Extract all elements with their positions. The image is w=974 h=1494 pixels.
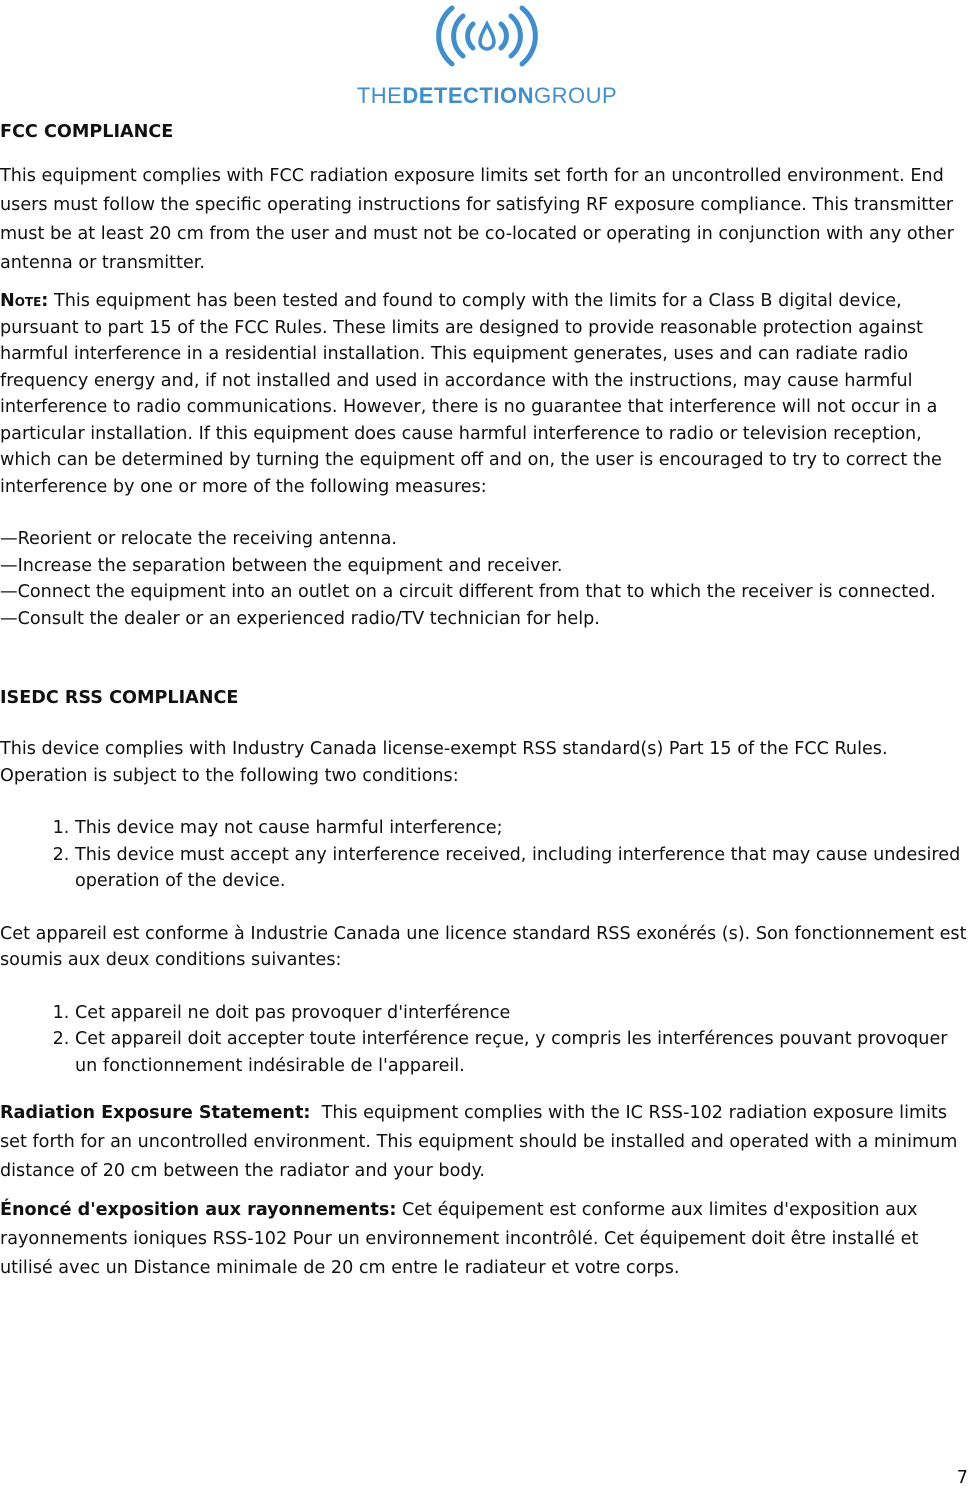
list-item: —Increase the separation between the equipment and receiver. xyxy=(0,555,563,576)
list-item: 1. Cet appareil ne doit pas provoquer d'interférence xyxy=(75,1000,970,1027)
fcc-measures-list xyxy=(0,526,970,632)
document-body xyxy=(0,118,970,1283)
isedc-intro-fr: Cet appareil est conforme à Industrie Canada une licence standard RSS exonérés (s). Son fonctionnement est soumis aux deux conditions suivantes: xyxy=(0,923,967,970)
radiation-text: This equipment complies with the IC RSS-102 radiation exposure limits set forth for an uncontrolled environment. This equipment should be installed and operated with a minimum distance of 20 cm between the radiator and your body. xyxy=(0,1103,958,1181)
isedc-conditions-fr xyxy=(0,1000,970,1080)
list-item: 2. This device must accept any interference received, including interference that may cause undesired operation of the device. xyxy=(75,842,970,895)
list-item: —Connect the equipment into an outlet on a circuit different from that to which the receiver is connected. xyxy=(0,582,936,602)
list-item: 2. Cet appareil doit accepter toute interférence reçue, y compris les interférences pouvant provoquer un fonctionnement indésirable de l'appareil. xyxy=(75,1026,970,1079)
wireless-water-drop-icon xyxy=(430,2,544,72)
radiation-statement xyxy=(0,1099,970,1186)
company-logo xyxy=(0,0,974,115)
note-text: This equipment has been tested and found to comply with the limits for a Class B digital device, pursuant to part 15 of the FCC Rules. These limits are designed to provide reasonable protection against harmful interference in a residential installation. This equipment generates, uses and can radiate radio frequency energy and, if not installed and used in accordance with the instructions, may cause harmful interference to radio communications. However, there is no guarantee that interference will not occur in a particular installation. If this equipment does cause harmful interference to radio or television reception, which can be determined by turning the equipment off and on, the user is encouraged to try to correct the interference by one or more of the following measures: xyxy=(0,291,942,497)
brand-prefix: THE xyxy=(356,83,403,108)
brand-suffix: GROUP xyxy=(533,83,618,108)
isedc-conditions-en xyxy=(0,815,970,895)
fcc-note xyxy=(0,288,970,500)
list-item: —Reorient or relocate the receiving antenna. xyxy=(0,529,397,549)
list-item: 1. This device may not cause harmful interference; xyxy=(75,815,970,842)
isedc-intro-en: This device complies with Industry Canada license-exempt RSS standard(s) Part 15 of the FCC Rules. Operation is subject to the following two conditions: xyxy=(0,739,888,786)
list-item: —Consult the dealer or an experienced radio/TV technician for help. xyxy=(0,608,600,629)
enonce-statement xyxy=(0,1196,970,1283)
fcc-intro: This equipment complies with FCC radiation exposure limits set forth for an uncontrolled environment. End users must follow the specific operating instructions for satisfying RF exposure compliance. This transmitter must be at least 20 cm from the user and must not be co-located or operating in conjunction with any other antenna or transmitter. xyxy=(0,166,954,273)
radiation-label: Radiation Exposure Statement: xyxy=(0,1103,311,1123)
isedc-heading: ISEDC RSS COMPLIANCE xyxy=(0,688,239,708)
note-label: Note: xyxy=(0,291,49,311)
enonce-label: Énoncé d'exposition aux rayonnements: xyxy=(0,1200,397,1220)
brand-bold: DETECTION xyxy=(402,83,534,108)
brand-wordmark xyxy=(0,83,974,109)
fcc-heading: FCC COMPLIANCE xyxy=(0,122,174,142)
enonce-text: Cet équipement est conforme aux limites d'exposition aux rayonnements ioniques RSS-102 Pour un environnement incontrôlé. Cet équipement doit être installé et utilisé avec un Distance minimale de 20 cm entre le radiateur et votre corps. xyxy=(0,1200,919,1278)
page-number: 7 xyxy=(956,1468,968,1488)
